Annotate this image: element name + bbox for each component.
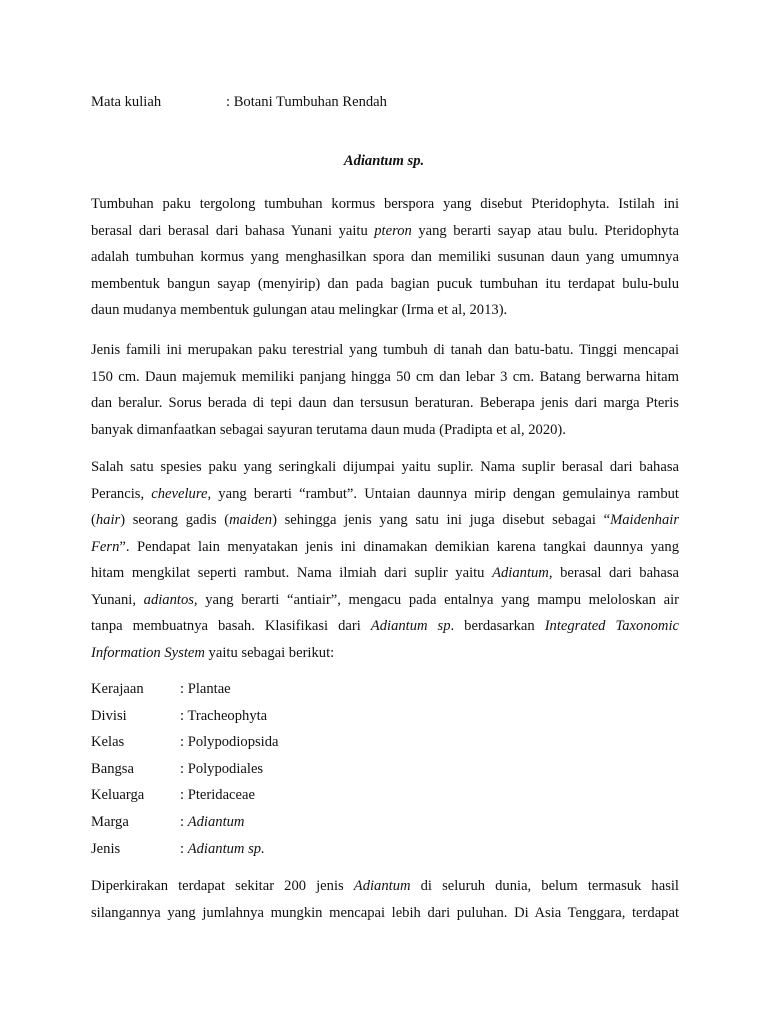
italic-term: Adiantum [353,878,411,894]
italic-term: pteron [374,222,412,239]
paragraph-line: membentuk bangun sayap (menyirip) dan pada bagian pucuk tumbuhan itu terdapat bulu-bulu [91,275,679,292]
paragraph-line: dan beralur. Sorus berada di tepi daun dan tersusun beraturan. Beberapa jenis dari marga Pteris [91,395,679,411]
classification-list [91,676,279,862]
classification-key: Bangsa [91,760,134,777]
course-header [91,90,387,114]
classification-value: : Pteridaceae [180,787,255,804]
paragraph-2 [91,337,679,443]
paragraph-line: hitam mengkilat seperti rambut. Nama ilmiah dari suplir yaitu Adiantum, berasal dari bahasa [91,565,679,581]
paragraph-4 [91,873,679,926]
paragraph-line: Diperkirakan terdapat sekitar 200 jenis Adiantum di seluruh dunia, belum termasuk hasil [91,878,679,894]
paragraph-line: Yunani, adiantos, yang berarti “antiair”, mengacu pada entalnya yang mampu meloloskan air [91,591,679,608]
classification-key: Marga [91,813,129,830]
classification-value: : Adiantum [180,813,245,830]
classification-row [91,729,279,756]
paragraph-line: Tumbuhan paku tergolong tumbuhan kormus berspora yang disebut Pteridophyta. Istilah ini [91,196,679,212]
paragraph-line: Perancis, chevelure, yang berarti “rambut”. Untaian daunnya mirip dengan gemulainya rambut [91,485,679,502]
classification-value: : Adiantum sp. [180,840,265,857]
classification-key: Kelas [91,734,125,751]
paragraph-line: Fern”. Pendapat lain menyatakan jenis ini dinamakan demikian karena tangkai daunnya yang [91,538,679,555]
paragraph-line: Salah satu spesies paku yang seringkali dijumpai yaitu suplir. Nama suplir berasal dari bahasa [91,459,679,475]
paragraph-line: silangannya yang jumlahnya mungkin mencapai lebih dari puluhan. Di Asia Tenggara, terdapat [91,904,679,921]
italic-term: Adiantum sp [370,618,451,634]
classification-value: : Tracheophyta [180,707,268,724]
paragraph-3 [91,454,679,666]
classification-row [91,676,279,703]
paragraph-line: (hair) seorang gadis (maiden) sehingga jenis yang satu ini juga disebut sebagai “Maidenhair [91,512,680,528]
paragraph-line: Jenis famili ini merupakan paku terestrial yang tumbuh di tanah dan batu-batu. Tinggi mencapai [91,342,679,358]
italic-term: hair [95,512,121,528]
paragraph-line: 150 cm. Daun majemuk memiliki panjang hingga 50 cm dan lebar 3 cm. Batang berwarna hitam [91,368,679,385]
paragraph-line: banyak dimanfaatkan sebagai sayuran terutama daun muda (Pradipta et al, 2020). [91,421,566,438]
italic-term: adiantos, [143,591,198,608]
italic-term: Integrated Taxonomic [544,618,679,634]
italic-term: Fern [91,538,120,555]
paragraph-line: adalah tumbuhan kormus yang menghasilkan spora dan memiliki susunan daun yang umumnya [91,249,679,265]
classification-row [91,782,279,809]
classification-value: : Plantae [180,681,231,697]
italic-term: maiden [229,512,273,528]
paragraph-line: Information System yaitu sebagai berikut: [91,644,335,661]
paragraph-line: daun mudanya membentuk gulungan atau melingkar (Irma et al, 2013). [91,302,508,318]
paragraph-line: berasal dari berasal dari bahasa Yunani yaitu pteron yang berarti sayap atau bulu. Pteridophyta [91,222,680,239]
italic-term: Information System [91,644,205,661]
classification-row [91,836,279,863]
classification-value: : Polypodiopsida [180,734,279,751]
classification-key: Jenis [91,840,121,857]
classification-key: Divisi [91,707,127,724]
classification-row [91,756,279,783]
classification-value: : Polypodiales [180,760,264,777]
classification-key: Keluarga [91,787,145,804]
classification-row [91,703,279,730]
paragraph-1 [91,191,679,324]
course-label: Mata kuliah [91,94,162,110]
classification-row [91,809,279,836]
italic-term: Adiantum [492,565,549,581]
italic-term: Maidenhair [610,512,680,528]
italic-term: chevelure, [151,485,212,502]
paragraph-line: tanpa membuatnya basah. Klasifikasi dari Adiantum sp. berdasarkan Integrated Taxonomic [91,618,679,634]
document-title: Adiantum sp. [343,153,425,169]
course-value: : Botani Tumbuhan Rendah [226,94,387,110]
classification-key: Kerajaan [91,681,144,697]
